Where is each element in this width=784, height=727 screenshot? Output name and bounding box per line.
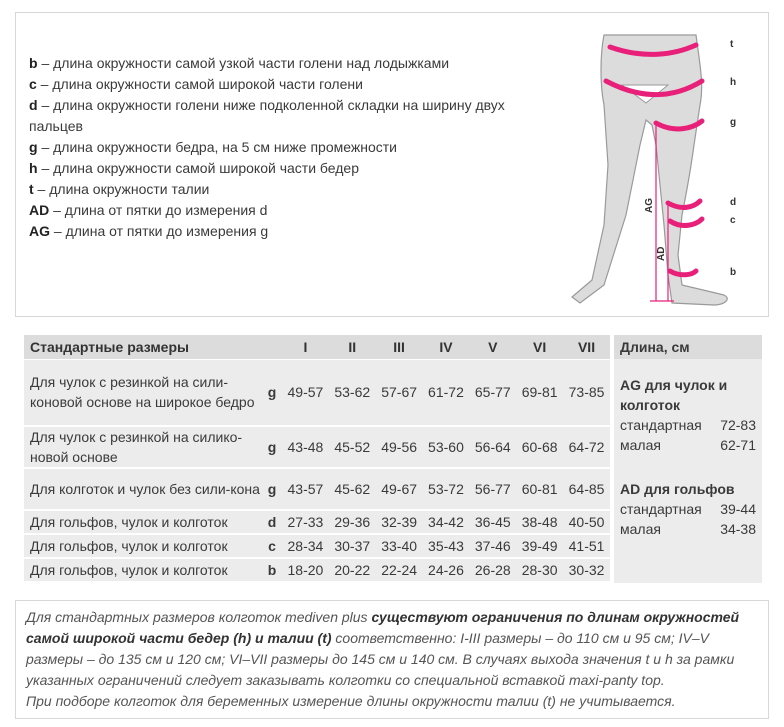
table-cell: 20-22 — [329, 558, 376, 582]
table-row — [24, 534, 610, 558]
table-cell: 57-67 — [376, 360, 423, 426]
row-description: Для гольфов, чулок и колготок — [24, 558, 262, 582]
note-paragraph-2: При подборе колготок для беременных измерение длины окружности талии (t) не учитывается. — [26, 693, 676, 709]
table-row — [24, 360, 610, 426]
table-cell: 28-34 — [282, 534, 329, 558]
size-table-title: Стандартные размеры — [24, 335, 282, 360]
ag-standard-row: стандартная 72-83 — [620, 417, 756, 433]
table-cell: 32-39 — [376, 510, 423, 534]
ad-title: AD для гольфов — [620, 481, 735, 497]
label-t: t — [730, 39, 734, 50]
table-cell: 53-60 — [423, 426, 470, 468]
table-cell: 49-56 — [376, 426, 423, 468]
table-cell: 24-26 — [423, 558, 470, 582]
row-description: Для гольфов, чулок и колготок — [24, 534, 262, 558]
table-cell: 34-42 — [423, 510, 470, 534]
table-cell: 53-62 — [329, 360, 376, 426]
size-header-6: VI — [516, 335, 563, 360]
legend-item-d: d – длина окружности голени ниже подколенной складки на ширину двух пальцев — [29, 97, 505, 134]
legend-item-t: t – длина окружности талии — [29, 181, 210, 197]
leg-measurement-figure — [564, 25, 764, 325]
measurement-legend-panel — [15, 12, 769, 317]
size-header-1: I — [282, 335, 329, 360]
size-header-3: III — [376, 335, 423, 360]
row-symbol: d — [262, 510, 282, 534]
table-cell: 56-64 — [469, 426, 516, 468]
table-cell: 45-62 — [329, 468, 376, 510]
table-cell: 69-81 — [516, 360, 563, 426]
table-cell: 36-45 — [469, 510, 516, 534]
size-header-5: V — [469, 335, 516, 360]
table-cell: 64-85 — [563, 468, 610, 510]
table-cell: 29-36 — [329, 510, 376, 534]
row-description: Для чулок с резинкой на силико-новой основе — [24, 426, 262, 468]
table-cell: 64-72 — [563, 426, 610, 468]
table-row — [24, 510, 610, 534]
table-cell: 43-57 — [282, 468, 329, 510]
legend-item-h: h – длина окружности самой широкой части бедер — [29, 160, 359, 176]
size-header-4: IV — [423, 335, 470, 360]
table-cell: 41-51 — [563, 534, 610, 558]
label-b: b — [730, 267, 737, 278]
ad-small-row: малая 34-38 — [620, 521, 756, 537]
row-description: Для гольфов, чулок и колготок — [24, 510, 262, 534]
label-ad: AD — [656, 246, 667, 261]
table-cell: 37-46 — [469, 534, 516, 558]
row-symbol: g — [262, 468, 282, 510]
table-cell: 35-43 — [423, 534, 470, 558]
row-symbol: c — [262, 534, 282, 558]
table-cell: 30-37 — [329, 534, 376, 558]
length-panel-body — [614, 359, 762, 583]
table-cell: 26-28 — [469, 558, 516, 582]
ring-b — [670, 271, 696, 275]
label-h: h — [730, 77, 737, 88]
table-cell: 27-33 — [282, 510, 329, 534]
table-cell: 33-40 — [376, 534, 423, 558]
row-symbol: g — [262, 426, 282, 468]
table-cell: 45-52 — [329, 426, 376, 468]
size-limits-note — [15, 600, 769, 719]
measurement-legend — [29, 53, 539, 242]
length-panel — [614, 335, 762, 585]
table-cell: 43-48 — [282, 426, 329, 468]
table-cell: 22-24 — [376, 558, 423, 582]
legend-item-c: c – длина окружности самой широкой части голени — [29, 76, 363, 92]
table-row — [24, 468, 610, 510]
table-cell: 30-32 — [563, 558, 610, 582]
size-table-header — [24, 335, 610, 360]
table-cell: 18-20 — [282, 558, 329, 582]
ag-title: AG для чулок и колготок — [620, 377, 728, 413]
table-cell: 49-67 — [376, 468, 423, 510]
row-symbol: g — [262, 360, 282, 426]
table-cell: 39-49 — [516, 534, 563, 558]
table-row — [24, 558, 610, 582]
table-cell: 53-72 — [423, 468, 470, 510]
legend-item-ad: AD – длина от пятки до измерения d — [29, 202, 268, 218]
table-cell: 38-48 — [516, 510, 563, 534]
table-cell: 61-72 — [423, 360, 470, 426]
table-cell: 56-77 — [469, 468, 516, 510]
length-panel-title: Длина, см — [614, 335, 762, 359]
ad-standard-row: стандартная 39-44 — [620, 501, 756, 517]
ag-small-row: малая 62-71 — [620, 437, 756, 453]
table-cell: 65-77 — [469, 360, 516, 426]
label-c: c — [730, 215, 736, 226]
row-description: Для чулок с резинкой на сили-коновой основе на широкое бедро — [24, 360, 262, 426]
label-d: d — [730, 197, 737, 208]
legend-item-g: g – длина окружности бедра, на 5 см ниже промежности — [29, 139, 397, 155]
table-cell: 49-57 — [282, 360, 329, 426]
table-cell: 40-50 — [563, 510, 610, 534]
table-cell: 28-30 — [516, 558, 563, 582]
label-g: g — [730, 117, 737, 128]
label-ag: AG — [644, 198, 655, 213]
table-cell: 73-85 — [563, 360, 610, 426]
size-table — [24, 335, 610, 583]
size-header-7: VII — [563, 335, 610, 360]
row-description: Для колготок и чулок без сили-кона — [24, 468, 262, 510]
table-row — [24, 426, 610, 468]
note-paragraph-1: Для стандартных размеров колготок mediven plus существуют ограничения по длинам окружностей самой широкой части бедер (h) и талии (t) соответственно: I-III размеры – до 110 см и 95 см; IV–V размеры – до 135 см и 120 см; VI–VII размеры до 145 см и 140 см. В случаях выхода значения t и h за рамки указанных ограничений следует заказывать колготки со специальной вставкой maxi-panty top. — [26, 609, 740, 688]
row-symbol: b — [262, 558, 282, 582]
legend-item-b: b – длина окружности самой узкой части голени над лодыжками — [29, 55, 450, 71]
size-header-2: II — [329, 335, 376, 360]
table-cell: 60-81 — [516, 468, 563, 510]
table-cell: 60-68 — [516, 426, 563, 468]
legend-item-ag: AG – длина от пятки до измерения g — [29, 223, 269, 239]
